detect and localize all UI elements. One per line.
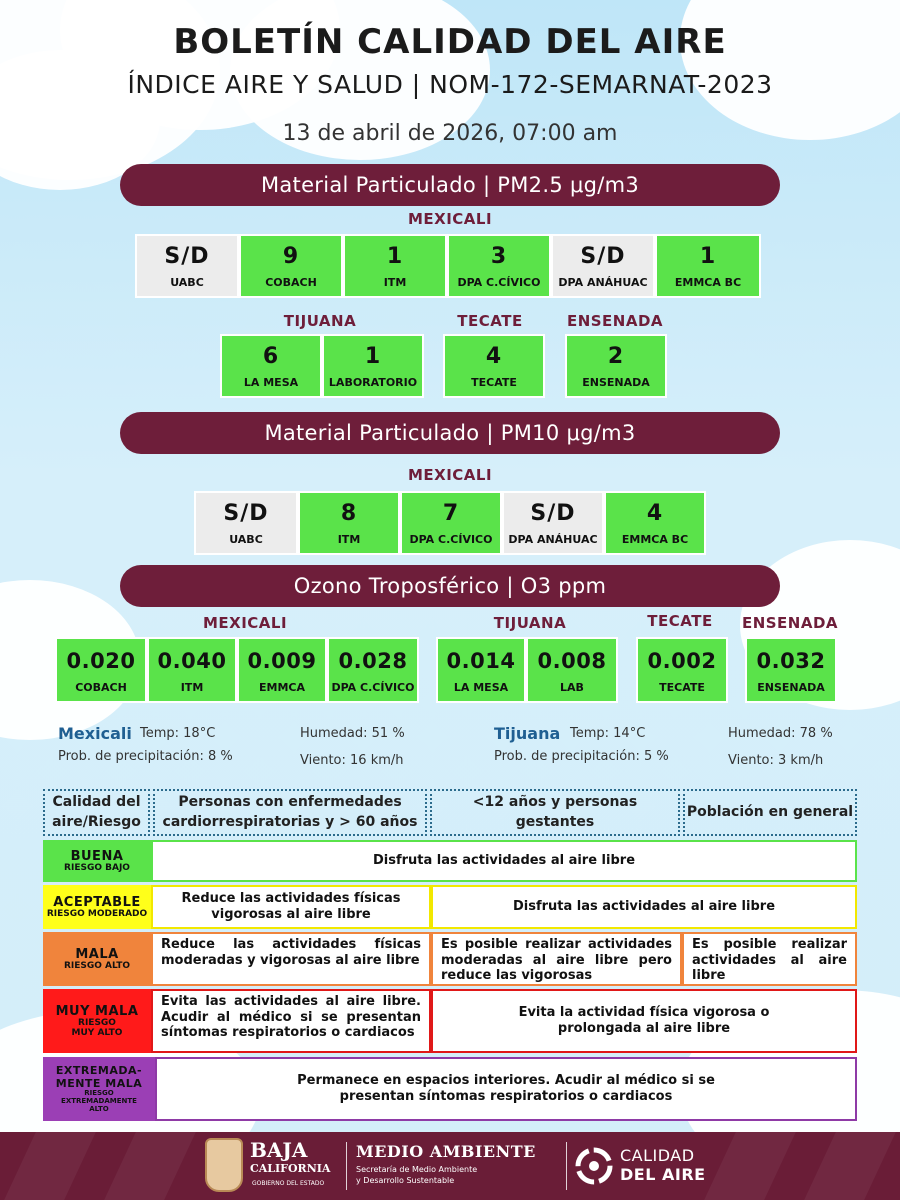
footer-pattern [104, 1132, 196, 1200]
station-card [502, 491, 604, 555]
station-card [565, 334, 667, 398]
station-card [551, 234, 655, 298]
level-extremadamente-mala [43, 1057, 155, 1121]
logo-baja-line3: GOBIERNO DEL ESTADO [252, 1180, 325, 1187]
bulletin-subtitle: ÍNDICE AIRE Y SALUD | NOM-172-SEMARNAT-2023 [127, 70, 773, 99]
station-value: 0.014 [446, 649, 516, 673]
risk-label: RIESGO BAJO [64, 862, 130, 873]
table-header-general: Población en general [683, 789, 857, 836]
pm25-ensenada-label: ENSENADA [566, 312, 664, 330]
station-card [298, 491, 400, 555]
pm10-banner: Material Particulado | PM10 μg/m3 [120, 412, 780, 454]
logo-divider [566, 1142, 567, 1190]
station-card [526, 637, 618, 703]
station-name: ITM [337, 533, 361, 546]
weather-humidity-mexicali: Humedad: 51 % [300, 726, 405, 741]
recommendation-cell: Reduce las actividades físicas moderadas y vigorosas al aire libre [151, 932, 431, 986]
station-card [220, 334, 322, 398]
pm25-banner: Material Particulado | PM2.5 μg/m3 [120, 164, 780, 206]
station-name: DPA C.CÍVICO [457, 276, 541, 289]
weather-wind-mexicali: Viento: 16 km/h [300, 753, 404, 768]
o3-mexicali-label: MEXICALI [202, 614, 288, 632]
logo-divider [346, 1142, 347, 1190]
station-value: 0.028 [338, 649, 408, 673]
station-name: COBACH [265, 276, 317, 289]
pm25-tecate-label: TECATE [457, 312, 523, 330]
recommendation-cell: Permanece en espacios interiores. Acudir al médico si se presentan síntomas respiratorios o cardiacos [155, 1057, 857, 1121]
station-value: 0.040 [157, 649, 227, 673]
station-value: 1 [699, 244, 717, 269]
station-card [55, 637, 147, 703]
level-label: MALA [75, 946, 119, 962]
station-name: COBACH [75, 681, 127, 694]
recommendation-cell: Es posible realizar actividades moderadas al aire libre pero reduce las vigorosas [431, 932, 682, 986]
weather-temp-tijuana: Temp: 14°C [570, 726, 646, 741]
risk-label: RIESGO EXTREMADAMENTE ALTO [61, 1089, 137, 1113]
footer-bar [0, 1132, 900, 1200]
station-value: 3 [490, 244, 508, 269]
station-name: UABC [229, 533, 263, 546]
logo-medio-ambiente-title: MEDIO AMBIENTE [356, 1142, 536, 1161]
station-name: EMMCA BC [621, 533, 689, 546]
station-card [327, 637, 419, 703]
level-mala [43, 932, 151, 986]
logo-calidad-line2: DEL AIRE [620, 1165, 706, 1184]
station-value: S/D [530, 501, 576, 526]
o3-tecate-label: TECATE [647, 612, 713, 630]
station-value: 8 [340, 501, 358, 526]
station-card [443, 334, 545, 398]
o3-tijuana-label: TIJUANA [493, 614, 567, 632]
station-value: 6 [262, 344, 280, 369]
station-card [400, 491, 502, 555]
risk-label: RIESGO ALTO [63, 960, 131, 971]
bulletin-title: BOLETÍN CALIDAD DEL AIRE [173, 22, 727, 62]
station-name: ENSENADA [757, 681, 825, 694]
station-value: 9 [282, 244, 300, 269]
o3-banner: Ozono Troposférico | O3 ppm [120, 565, 780, 607]
weather-precip-mexicali: Prob. de precipitación: 8 % [58, 749, 233, 764]
station-name: TECATE [659, 681, 705, 694]
pm10-mexicali-label: MEXICALI [407, 466, 493, 484]
logo-calidad-line1: CALIDAD [620, 1146, 695, 1165]
recommendation-cell: Disfruta las actividades al aire libre [151, 840, 857, 882]
station-name: LA MESA [453, 681, 509, 694]
station-value: 1 [364, 344, 382, 369]
station-card [135, 234, 239, 298]
station-card [655, 234, 761, 298]
level-label: EXTREMADA-MENTE MALA [55, 1064, 143, 1091]
weather-humidity-tijuana: Humedad: 78 % [728, 726, 833, 741]
recommendation-cell: Reduce las actividades físicas vigorosas al aire libre [151, 885, 431, 929]
station-card [636, 637, 728, 703]
footer-pattern [4, 1132, 96, 1200]
air-quality-icon [575, 1147, 613, 1185]
weather-precip-tijuana: Prob. de precipitación: 5 % [494, 749, 669, 764]
station-name: DPA ANÁHUAC [508, 533, 598, 546]
weather-temp-mexicali: Temp: 18°C [140, 726, 216, 741]
station-name: ITM [180, 681, 204, 694]
station-name: LA MESA [243, 376, 299, 389]
station-card [194, 491, 298, 555]
logo-baja-line2: CALIFORNIA [250, 1162, 331, 1175]
table-header-risk: Calidad del aire/Riesgo [43, 789, 150, 836]
station-card [322, 334, 424, 398]
weather-city-tijuana: Tijuana [494, 724, 561, 743]
recommendation-cell: Disfruta las actividades al aire libre [431, 885, 857, 929]
bulletin-date: 13 de abril de 2026, 07:00 am [282, 121, 618, 146]
level-aceptable [43, 885, 151, 929]
station-name: DPA ANÁHUAC [558, 276, 648, 289]
weather-wind-tijuana: Viento: 3 km/h [728, 753, 824, 768]
station-card [745, 637, 837, 703]
station-name: DPA C.CÍVICO [331, 681, 415, 694]
state-shield-icon [205, 1138, 243, 1192]
recommendation-cell: Evita la actividad física vigorosa o prolongada al aire libre [431, 989, 857, 1053]
station-card [604, 491, 706, 555]
station-value: 1 [386, 244, 404, 269]
station-value: 2 [607, 344, 625, 369]
station-value: 4 [485, 344, 503, 369]
station-value: S/D [164, 244, 210, 269]
station-card [447, 234, 551, 298]
station-name: ITM [383, 276, 407, 289]
station-name: TECATE [471, 376, 517, 389]
station-name: UABC [170, 276, 204, 289]
station-name: DPA C.CÍVICO [409, 533, 493, 546]
station-value: 0.008 [537, 649, 607, 673]
station-name: EMMCA BC [674, 276, 742, 289]
station-value: 0.009 [247, 649, 317, 673]
station-value: S/D [580, 244, 626, 269]
level-buena [43, 840, 151, 882]
pm25-tijuana-label: TIJUANA [283, 312, 357, 330]
level-label: ACEPTABLE [53, 894, 141, 910]
weather-city-mexicali: Mexicali [58, 724, 132, 743]
level-label: MUY MALA [55, 1003, 139, 1019]
risk-label: RIESGO MODERADO [46, 908, 148, 919]
station-value: S/D [223, 501, 269, 526]
pm25-mexicali-label: MEXICALI [407, 210, 493, 228]
recommendation-cell: Evita las actividades al aire libre. Acudir al médico si se presentan síntomas respiratorios o cardiacos [151, 989, 431, 1053]
station-value: 0.002 [647, 649, 717, 673]
table-header-children: <12 años y personas gestantes [430, 789, 680, 836]
station-card [343, 234, 447, 298]
station-value: 7 [442, 501, 460, 526]
footer-pattern [804, 1132, 896, 1200]
footer-pattern [704, 1132, 796, 1200]
logo-medio-ambiente-line2: y Desarrollo Sustentable [356, 1176, 455, 1185]
station-card [239, 234, 343, 298]
station-value: 0.032 [756, 649, 826, 673]
recommendation-cell: Es posible realizar actividades al aire libre [682, 932, 857, 986]
station-card [436, 637, 526, 703]
level-muy-mala [43, 989, 151, 1053]
risk-label: RIESGO MUY ALTO [71, 1017, 123, 1038]
o3-ensenada-label: ENSENADA [741, 614, 839, 632]
station-name: LABORATORIO [328, 376, 418, 389]
station-card [147, 637, 237, 703]
table-header-sensitive: Personas con enfermedades cardiorrespiratorias y > 60 años [153, 789, 427, 836]
station-name: LAB [560, 681, 584, 694]
logo-medio-ambiente-line1: Secretaría de Medio Ambiente [356, 1165, 478, 1174]
level-label: BUENA [70, 848, 124, 864]
station-name: EMMCA [259, 681, 305, 694]
station-value: 4 [646, 501, 664, 526]
station-card [237, 637, 327, 703]
station-name: ENSENADA [582, 376, 650, 389]
logo-baja-line1: BAJA [250, 1138, 308, 1162]
station-value: 0.020 [66, 649, 136, 673]
